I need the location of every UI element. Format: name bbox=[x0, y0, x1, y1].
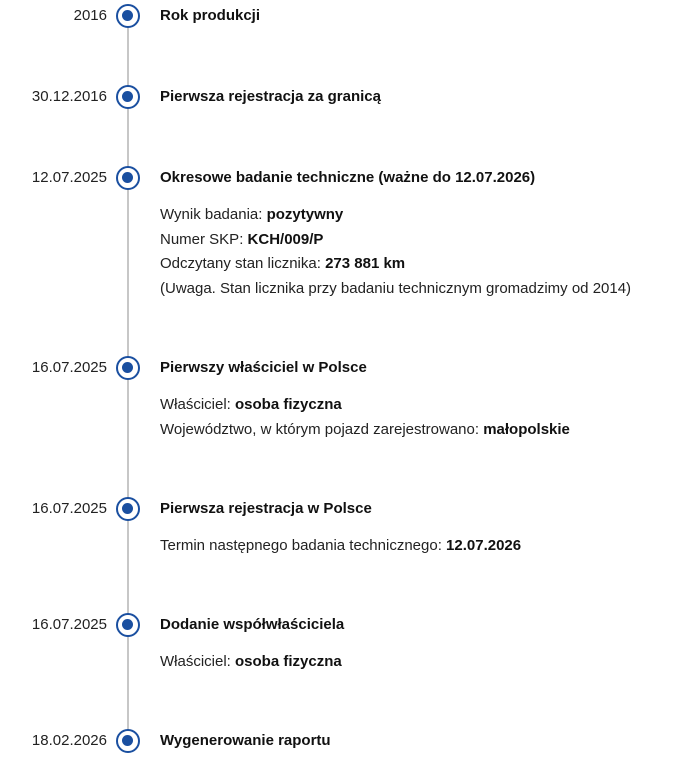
event-title: Rok produkcji bbox=[160, 7, 261, 24]
detail-row-voivodeship bbox=[160, 418, 570, 443]
detail-label: Województwo, w którym pojazd zarejestrowano: bbox=[160, 420, 484, 438]
timeline-marker-icon bbox=[116, 613, 140, 637]
detail-label: Właściciel: bbox=[160, 396, 236, 413]
event-title: Pierwsza rejestracja w Polsce bbox=[160, 500, 372, 517]
event-details bbox=[160, 393, 570, 442]
timeline-marker-icon bbox=[116, 497, 140, 521]
event-title: Okresowe badanie techniczne (ważne do 12.07.2026) bbox=[160, 169, 536, 186]
detail-value: osoba fizyczna bbox=[235, 653, 342, 670]
detail-row-skp-number bbox=[160, 228, 631, 253]
detail-row-inspection-result bbox=[160, 203, 631, 228]
detail-row-next-inspection bbox=[160, 534, 521, 559]
detail-value: 12.07.2026 bbox=[446, 537, 522, 554]
event-date: 16.07.2025 bbox=[31, 359, 107, 376]
event-details bbox=[160, 203, 631, 301]
detail-row-odometer-note bbox=[160, 277, 631, 302]
detail-value: 273 881 km bbox=[325, 255, 406, 272]
detail-value: pozytywny bbox=[266, 206, 344, 223]
detail-row-odometer bbox=[160, 252, 631, 277]
event-date: 12.07.2025 bbox=[31, 169, 107, 186]
timeline-marker-icon bbox=[116, 85, 140, 109]
detail-row-owner bbox=[160, 393, 570, 418]
detail-row-owner bbox=[160, 650, 342, 675]
detail-label: Właściciel: bbox=[160, 653, 236, 670]
event-title: Pierwszy właściciel w Polsce bbox=[160, 359, 367, 376]
event-date: 16.07.2025 bbox=[31, 616, 107, 633]
event-date: 30.12.2016 bbox=[31, 88, 107, 105]
timeline-marker-icon bbox=[116, 4, 140, 28]
event-title: Pierwsza rejestracja za granicą bbox=[160, 88, 381, 105]
detail-label: Termin następnego badania technicznego: bbox=[160, 537, 447, 554]
timeline-marker-icon bbox=[116, 356, 140, 380]
event-title: Wygenerowanie raportu bbox=[160, 732, 331, 749]
event-details bbox=[160, 650, 342, 675]
detail-value: osoba fizyczna bbox=[235, 396, 342, 413]
detail-label: (Uwaga. Stan licznika przy badaniu technicznym gromadzimy od 2014) bbox=[160, 279, 632, 297]
timeline-marker-icon bbox=[116, 729, 140, 753]
detail-label: Wynik badania: bbox=[160, 206, 267, 223]
detail-label: Numer SKP: bbox=[160, 230, 248, 248]
detail-value: KCH/009/P bbox=[247, 230, 324, 248]
detail-value: małopolskie bbox=[483, 420, 570, 438]
timeline-marker-icon bbox=[116, 166, 140, 190]
event-title: Dodanie współwłaściciela bbox=[160, 616, 345, 633]
detail-label: Odczytany stan licznika: bbox=[160, 255, 326, 272]
event-date: 2016 bbox=[73, 7, 107, 24]
event-date: 18.02.2026 bbox=[31, 732, 107, 749]
event-details bbox=[160, 534, 521, 559]
event-date: 16.07.2025 bbox=[31, 500, 107, 517]
